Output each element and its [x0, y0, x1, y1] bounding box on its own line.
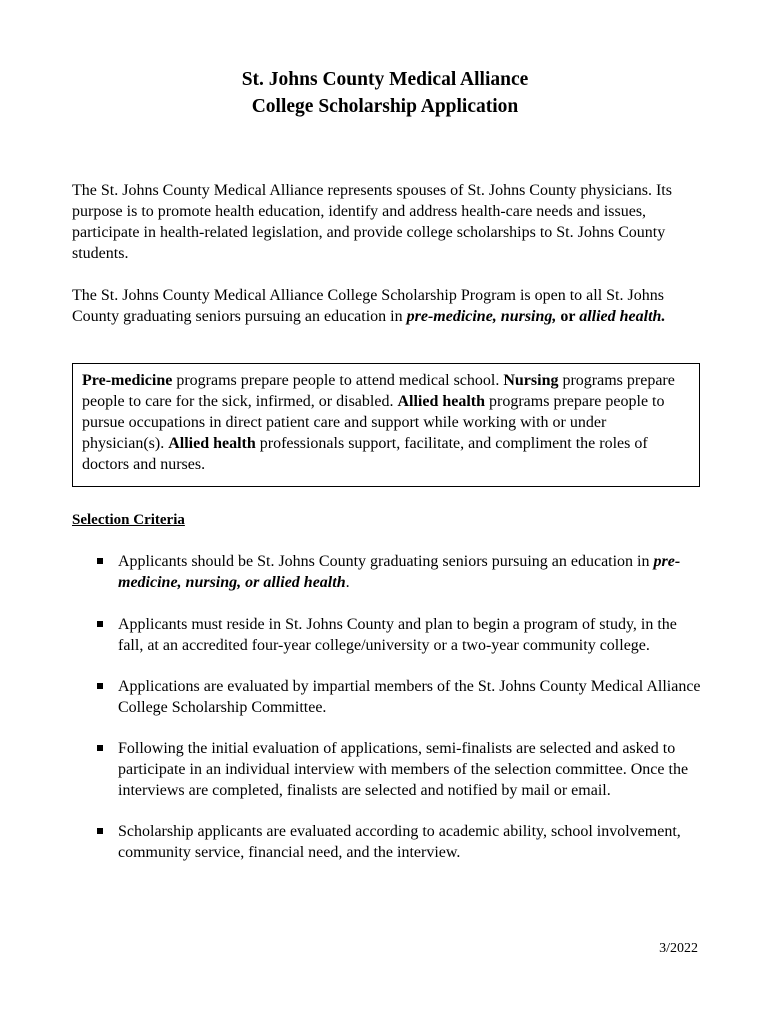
allied-term-2: Allied health	[168, 435, 256, 452]
allied-text-2: professionals support, facilitate, and compliment the roles of doctors and nurses.	[82, 435, 648, 473]
title-line-1: St. Johns County Medical Alliance	[241, 69, 529, 90]
criteria-list	[72, 551, 702, 863]
p2-text: The St. Johns County Medical Alliance College Scholarship Program is open to all St. Johns County graduating seniors pursuing an education in	[72, 287, 664, 325]
criteria-item-4: Following the initial evaluation of applications, semi-finalists are selected and asked to participate in an individual interview with members of the selection committee. Once the interviews are completed, finalists are selected and notified by mail or email.	[118, 740, 689, 799]
bullet-icon	[97, 558, 103, 564]
premed-text: programs prepare people to attend medical school.	[172, 372, 504, 389]
page-title	[0, 66, 770, 120]
list-item	[72, 821, 702, 863]
list-item	[72, 676, 702, 718]
intro-paragraph-2	[72, 285, 702, 327]
nursing-text: programs prepare people to care for the sick, infirmed, or disabled.	[82, 372, 675, 410]
definitions-box	[72, 363, 700, 487]
intro-paragraph-1: The St. Johns County Medical Alliance represents spouses of St. Johns County physicians. Its purpose is to promote health education, identify and address health-care needs and issues, participate in health-related legislation, and provide college scholarships to St. Johns County students.	[72, 182, 672, 262]
list-item	[72, 551, 702, 593]
bullet-icon	[97, 745, 103, 751]
allied-term: Allied health	[397, 393, 486, 410]
bullet-icon	[97, 683, 103, 689]
document-date: 3/2022	[659, 941, 698, 956]
criteria-item-1-text: Applicants should be St. Johns County graduating seniors pursuing an education in	[118, 553, 654, 570]
p2-or: or	[556, 308, 580, 325]
bullet-icon	[97, 621, 103, 627]
criteria-item-2: Applicants must reside in St. Johns County and plan to begin a program of study, in the fall, at an accredited four-year college/university or a two-year community college.	[118, 616, 677, 654]
selection-criteria-heading: Selection Criteria	[72, 512, 185, 528]
allied-text: programs prepare people to pursue occupations in direct patient care and support while working with or under physician(s).	[82, 393, 665, 452]
bullet-icon	[97, 828, 103, 834]
title-line-2: College Scholarship Application	[251, 96, 519, 117]
criteria-item-3: Applications are evaluated by impartial members of the St. Johns County Medical Alliance College Scholarship Committee.	[118, 678, 701, 716]
nursing-term: Nursing	[503, 372, 559, 389]
p2-emphasis-2: allied health.	[579, 308, 666, 325]
criteria-item-1-emphasis: pre-medicine, nursing, or allied health	[118, 553, 681, 591]
criteria-item-1-end: .	[345, 574, 350, 591]
list-item	[72, 738, 702, 801]
criteria-item-5: Scholarship applicants are evaluated according to academic ability, school involvement, community service, financial need, and the interview.	[118, 823, 681, 861]
p2-emphasis: pre-medicine, nursing,	[406, 308, 557, 325]
premed-term: Pre-medicine	[82, 372, 173, 389]
list-item	[72, 614, 702, 656]
